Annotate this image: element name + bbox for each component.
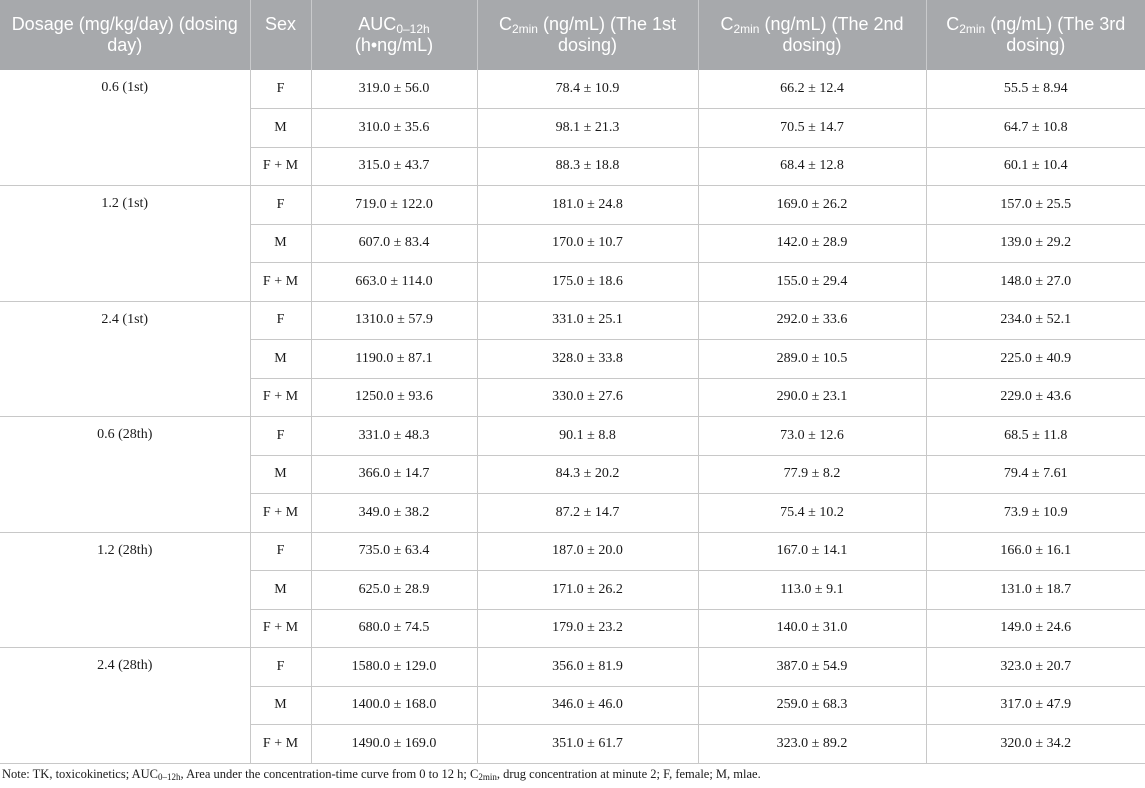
c2min-1st-cell: 87.2 ± 14.7 [477, 494, 698, 533]
header-auc: $AUC_{0-12h}$ (h•ng/mL) [311, 0, 477, 70]
c2min-1st-cell: 331.0 ± 25.1 [477, 301, 698, 340]
c2min-2nd-cell: 66.2 ± 12.4 [698, 70, 926, 109]
c2min-2nd-cell: 387.0 ± 54.9 [698, 648, 926, 687]
sex-cell: M [250, 224, 311, 263]
c2min-3rd-cell: 229.0 ± 43.6 [926, 378, 1145, 417]
header-c2min-2nd: $C_{2min}$ (ng/mL) (The 2nd dosing) [698, 0, 926, 70]
c2min-3rd-cell: 139.0 ± 29.2 [926, 224, 1145, 263]
sex-cell: F [250, 186, 311, 225]
dosage-cell: 1.2 (28th) [0, 532, 250, 648]
c2min-3rd-cell: 55.5 ± 8.94 [926, 70, 1145, 109]
c2min-1st-cell: 90.1 ± 8.8 [477, 417, 698, 456]
sex-cell: F [250, 301, 311, 340]
c2min-3rd-cell: 157.0 ± 25.5 [926, 186, 1145, 225]
sex-cell: M [250, 455, 311, 494]
c2min-1st-cell: 78.4 ± 10.9 [477, 70, 698, 109]
c2min-3rd-cell: 234.0 ± 52.1 [926, 301, 1145, 340]
auc-cell: 663.0 ± 114.0 [311, 263, 477, 302]
c2min-3rd-cell: 166.0 ± 16.1 [926, 532, 1145, 571]
c2min-1st-cell: 98.1 ± 21.3 [477, 109, 698, 148]
sex-cell: M [250, 686, 311, 725]
auc-cell: 735.0 ± 63.4 [311, 532, 477, 571]
table-row [0, 532, 1145, 571]
auc-cell: 719.0 ± 122.0 [311, 186, 477, 225]
auc-cell: 607.0 ± 83.4 [311, 224, 477, 263]
c2min-3rd-cell: 64.7 ± 10.8 [926, 109, 1145, 148]
c2min-2nd-cell: 169.0 ± 26.2 [698, 186, 926, 225]
c2min-2nd-cell: 73.0 ± 12.6 [698, 417, 926, 456]
c2min-1st-cell: 356.0 ± 81.9 [477, 648, 698, 687]
table-row [0, 70, 1145, 109]
auc-cell: 366.0 ± 14.7 [311, 455, 477, 494]
table-footnote: Note: TK, toxicokinetics; $AUC_{0-12h}$, Area under the concentration-time curve from 0 to 12 h; $C_{2min}$, drug concentration at minute 2; F, female; M, mlae. [2, 767, 761, 782]
c2min-3rd-cell: 323.0 ± 20.7 [926, 648, 1145, 687]
sex-cell: F + M [250, 725, 311, 764]
c2min-2nd-cell: 289.0 ± 10.5 [698, 340, 926, 379]
c2min-1st-cell: 328.0 ± 33.8 [477, 340, 698, 379]
c2min-1st-cell: 346.0 ± 46.0 [477, 686, 698, 725]
sex-cell: F [250, 532, 311, 571]
table-row [0, 301, 1145, 340]
auc-cell: 1190.0 ± 87.1 [311, 340, 477, 379]
c2min-2nd-cell: 113.0 ± 9.1 [698, 571, 926, 610]
c2min-2nd-cell: 292.0 ± 33.6 [698, 301, 926, 340]
auc-cell: 1250.0 ± 93.6 [311, 378, 477, 417]
c2min-2nd-cell: 167.0 ± 14.1 [698, 532, 926, 571]
sex-cell: F [250, 648, 311, 687]
c2min-3rd-cell: 317.0 ± 47.9 [926, 686, 1145, 725]
table-body [0, 70, 1145, 763]
c2min-1st-cell: 187.0 ± 20.0 [477, 532, 698, 571]
header-c2min-1st: $C_{2min}$ (ng/mL) (The 1st dosing) [477, 0, 698, 70]
c2min-2nd-cell: 77.9 ± 8.2 [698, 455, 926, 494]
sex-cell: F [250, 70, 311, 109]
header-sex: Sex [250, 0, 311, 70]
sex-cell: M [250, 109, 311, 148]
auc-cell: 1400.0 ± 168.0 [311, 686, 477, 725]
auc-cell: 1580.0 ± 129.0 [311, 648, 477, 687]
sex-cell: F + M [250, 609, 311, 648]
auc-cell: 331.0 ± 48.3 [311, 417, 477, 456]
c2min-2nd-cell: 75.4 ± 10.2 [698, 494, 926, 533]
c2min-2nd-cell: 140.0 ± 31.0 [698, 609, 926, 648]
table-row [0, 648, 1145, 687]
sex-cell: F + M [250, 494, 311, 533]
auc-cell: 310.0 ± 35.6 [311, 109, 477, 148]
sex-cell: M [250, 340, 311, 379]
c2min-1st-cell: 84.3 ± 20.2 [477, 455, 698, 494]
c2min-2nd-cell: 155.0 ± 29.4 [698, 263, 926, 302]
c2min-1st-cell: 175.0 ± 18.6 [477, 263, 698, 302]
auc-cell: 349.0 ± 38.2 [311, 494, 477, 533]
auc-cell: 1310.0 ± 57.9 [311, 301, 477, 340]
dosage-cell: 2.4 (1st) [0, 301, 250, 417]
auc-cell: 315.0 ± 43.7 [311, 147, 477, 186]
c2min-3rd-cell: 79.4 ± 7.61 [926, 455, 1145, 494]
dosage-cell: 2.4 (28th) [0, 648, 250, 764]
c2min-2nd-cell: 70.5 ± 14.7 [698, 109, 926, 148]
c2min-1st-cell: 88.3 ± 18.8 [477, 147, 698, 186]
c2min-1st-cell: 170.0 ± 10.7 [477, 224, 698, 263]
auc-cell: 1490.0 ± 169.0 [311, 725, 477, 764]
c2min-2nd-cell: 290.0 ± 23.1 [698, 378, 926, 417]
table-header [0, 0, 1145, 70]
header-c2min-3rd: $C_{2min}$ (ng/mL) (The 3rd dosing) [926, 0, 1145, 70]
c2min-2nd-cell: 323.0 ± 89.2 [698, 725, 926, 764]
c2min-2nd-cell: 259.0 ± 68.3 [698, 686, 926, 725]
sex-cell: M [250, 571, 311, 610]
sex-cell: F + M [250, 263, 311, 302]
dosage-cell: 0.6 (1st) [0, 70, 250, 186]
sex-cell: F + M [250, 378, 311, 417]
c2min-3rd-cell: 73.9 ± 10.9 [926, 494, 1145, 533]
c2min-3rd-cell: 60.1 ± 10.4 [926, 147, 1145, 186]
c2min-2nd-cell: 68.4 ± 12.8 [698, 147, 926, 186]
c2min-3rd-cell: 320.0 ± 34.2 [926, 725, 1145, 764]
c2min-1st-cell: 351.0 ± 61.7 [477, 725, 698, 764]
c2min-1st-cell: 330.0 ± 27.6 [477, 378, 698, 417]
c2min-3rd-cell: 149.0 ± 24.6 [926, 609, 1145, 648]
c2min-3rd-cell: 148.0 ± 27.0 [926, 263, 1145, 302]
auc-cell: 680.0 ± 74.5 [311, 609, 477, 648]
header-row [0, 0, 1145, 70]
table-row [0, 417, 1145, 456]
sex-cell: F + M [250, 147, 311, 186]
table-row [0, 186, 1145, 225]
dosage-cell: 0.6 (28th) [0, 417, 250, 533]
auc-cell: 625.0 ± 28.9 [311, 571, 477, 610]
auc-cell: 319.0 ± 56.0 [311, 70, 477, 109]
c2min-3rd-cell: 131.0 ± 18.7 [926, 571, 1145, 610]
c2min-3rd-cell: 225.0 ± 40.9 [926, 340, 1145, 379]
sex-cell: F [250, 417, 311, 456]
c2min-1st-cell: 179.0 ± 23.2 [477, 609, 698, 648]
c2min-3rd-cell: 68.5 ± 11.8 [926, 417, 1145, 456]
c2min-1st-cell: 171.0 ± 26.2 [477, 571, 698, 610]
dosage-cell: 1.2 (1st) [0, 186, 250, 302]
c2min-1st-cell: 181.0 ± 24.8 [477, 186, 698, 225]
header-dosage: Dosage (mg/kg/day) (dosing day) [0, 0, 250, 70]
c2min-2nd-cell: 142.0 ± 28.9 [698, 224, 926, 263]
